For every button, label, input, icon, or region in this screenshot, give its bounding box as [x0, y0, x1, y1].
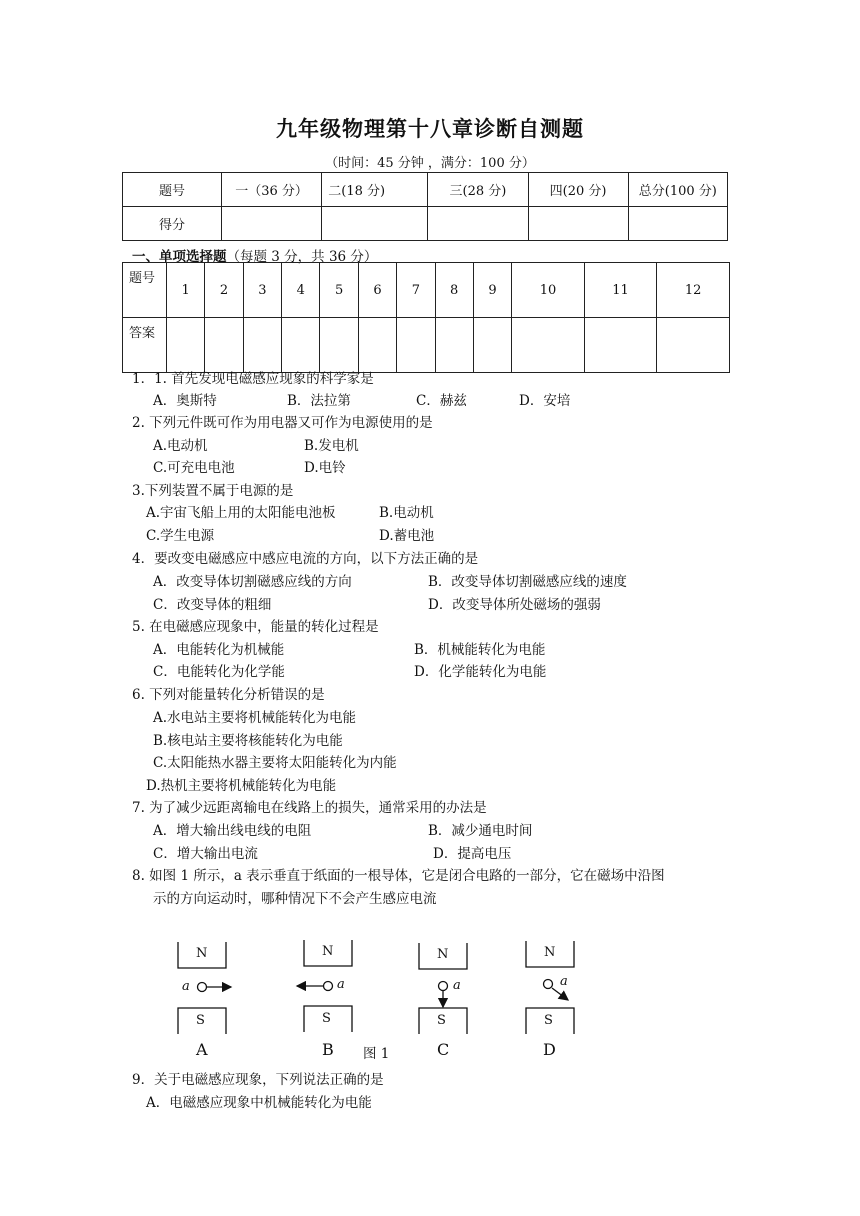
option: B．法拉第 — [287, 393, 351, 409]
question-stem: 9．关于电磁感应现象，下列说法正确的是 — [132, 1072, 384, 1088]
question-stem: 3.下列装置不属于电源的是 — [132, 483, 294, 499]
option: C．赫兹 — [416, 393, 467, 409]
page-subtitle: （时间：45 分钟 ，满分：100 分） — [325, 156, 535, 171]
answer-cell[interactable] — [473, 318, 511, 373]
panel-label: C — [437, 1040, 450, 1059]
conductor-label: a — [182, 979, 190, 994]
score-table-score-row — [123, 207, 728, 241]
score-header-cell: 四(20 分) — [528, 173, 628, 207]
option: B．减少通电时间 — [428, 823, 533, 839]
score-header-cell: 总分(100 分) — [628, 173, 727, 207]
question-stem: 8. 如图 1 所示，a 表示垂直于纸面的一根导体，它是闭合电路的一部分，它在磁场中沿图 — [132, 868, 665, 884]
option: A．电能转化为机械能 — [153, 642, 285, 658]
answer-cell[interactable] — [205, 318, 243, 373]
question-stem: 5. 在电磁感应现象中，能量的转化过程是 — [132, 619, 379, 635]
conductor — [544, 980, 553, 989]
score-cell[interactable] — [628, 207, 727, 241]
option: D．安培 — [519, 393, 571, 409]
option: C.学生电源 — [146, 528, 215, 544]
answer-table-number-row — [123, 263, 730, 318]
answer-number-cell: 9 — [473, 263, 511, 318]
section-heading-note: （每题 3 分，共 36 分） — [226, 249, 378, 265]
answer-cell[interactable] — [243, 318, 281, 373]
score-cell[interactable] — [221, 207, 321, 241]
answer-number-cell: 11 — [584, 263, 657, 318]
question-stem: 1．1. 首先发现电磁感应现象的科学家是 — [132, 371, 374, 387]
pole-label-n: N — [544, 945, 556, 960]
question-stem: 7. 为了减少远距离输电在线路上的损失，通常采用的办法是 — [132, 800, 487, 816]
answer-cell[interactable] — [397, 318, 435, 373]
answer-number-cell: 2 — [205, 263, 243, 318]
answer-cell[interactable] — [435, 318, 473, 373]
answer-number-cell: 6 — [358, 263, 396, 318]
answer-number-cell: 1 — [167, 263, 205, 318]
option: A．电磁感应现象中机械能转化为电能 — [146, 1095, 372, 1111]
figure-caption: 图 1 — [363, 1046, 390, 1062]
option: D.电铃 — [304, 460, 346, 476]
conductor-label: a — [337, 977, 345, 992]
pole-label-s: S — [437, 1013, 446, 1028]
answer-table — [122, 262, 730, 373]
option: B．改变导体切割磁感应线的速度 — [428, 574, 627, 590]
conductor — [198, 983, 207, 992]
question-stem-continued: 示的方向运动时，哪种情况下不会产生感应电流 — [153, 891, 437, 907]
pole-label-n: N — [196, 946, 208, 961]
answer-number-label: 题号 — [123, 263, 167, 318]
option: B.电动机 — [379, 505, 434, 521]
option: D．提高电压 — [433, 846, 512, 862]
pole-label-s: S — [196, 1013, 205, 1028]
option: A.宇宙飞船上用的太阳能电池板 — [146, 505, 336, 521]
answer-number-cell: 8 — [435, 263, 473, 318]
answer-table-answer-row — [123, 318, 730, 373]
option: C．改变导体的粗细 — [153, 597, 272, 613]
conductor — [324, 982, 333, 991]
score-cell[interactable] — [322, 207, 428, 241]
page-title: 九年级物理第十八章诊断自测题 — [276, 116, 584, 141]
answer-cell[interactable] — [657, 318, 730, 373]
answer-number-cell: 7 — [397, 263, 435, 318]
score-header-cell: 三(28 分) — [428, 173, 528, 207]
option: D.热机主要将机械能转化为电能 — [146, 778, 337, 794]
score-table — [122, 172, 728, 241]
score-cell[interactable] — [528, 207, 628, 241]
pole-label-n: N — [437, 947, 449, 962]
option: A.水电站主要将机械能转化为电能 — [153, 710, 357, 726]
score-header-cell: 一（36 分） — [221, 173, 321, 207]
pole-label-s: S — [544, 1013, 553, 1028]
panel-label: B — [322, 1040, 334, 1059]
option: B.发电机 — [304, 438, 359, 454]
answer-number-cell: 12 — [657, 263, 730, 318]
option: B．机械能转化为电能 — [414, 642, 546, 658]
panel-label: D — [543, 1040, 556, 1059]
score-header-cell: 二(18 分) — [322, 173, 428, 207]
option: A．奥斯特 — [153, 393, 217, 409]
option: D．改变导体所处磁场的强弱 — [428, 597, 601, 613]
score-cell[interactable] — [428, 207, 528, 241]
answer-cell[interactable] — [358, 318, 396, 373]
score-row-label: 得分 — [123, 207, 222, 241]
answer-number-cell: 3 — [243, 263, 281, 318]
answer-cell[interactable] — [167, 318, 205, 373]
option: A．增大输出线电线的电阻 — [153, 823, 312, 839]
pole-label-n: N — [322, 944, 334, 959]
conductor-label: a — [560, 974, 568, 989]
option: C．增大输出电流 — [153, 846, 258, 862]
answer-number-cell: 10 — [512, 263, 585, 318]
score-table-header-row — [123, 173, 728, 207]
option: C．电能转化为化学能 — [153, 664, 285, 680]
option: D.蓄电池 — [379, 528, 435, 544]
question-stem: 6. 下列对能量转化分析错误的是 — [132, 687, 325, 703]
question-stem: 4．要改变电磁感应中感应电流的方向，以下方法正确的是 — [132, 551, 479, 567]
answer-cell[interactable] — [584, 318, 657, 373]
option: A.电动机 — [153, 438, 208, 454]
answer-cell[interactable] — [282, 318, 320, 373]
conductor-label: a — [453, 978, 461, 993]
conductor — [439, 982, 448, 991]
answer-row-label: 答案 — [123, 318, 167, 373]
answer-cell[interactable] — [320, 318, 358, 373]
section-heading-title: 一、单项选择题 — [132, 249, 227, 265]
question-stem: 2. 下列元件既可作为用电器又可作为电源使用的是 — [132, 415, 433, 431]
panel-label: A — [196, 1040, 208, 1059]
answer-number-cell: 4 — [282, 263, 320, 318]
option: C.太阳能热水器主要将太阳能转化为内能 — [153, 755, 397, 771]
pole-label-s: S — [322, 1011, 331, 1026]
option: B.核电站主要将核能转化为电能 — [153, 733, 343, 749]
answer-cell[interactable] — [512, 318, 585, 373]
option: A．改变导体切割磁感应线的方向 — [153, 574, 352, 590]
option: C.可充电电池 — [153, 460, 235, 476]
option: D．化学能转化为电能 — [414, 664, 547, 680]
score-header-cell: 题号 — [123, 173, 222, 207]
answer-number-cell: 5 — [320, 263, 358, 318]
